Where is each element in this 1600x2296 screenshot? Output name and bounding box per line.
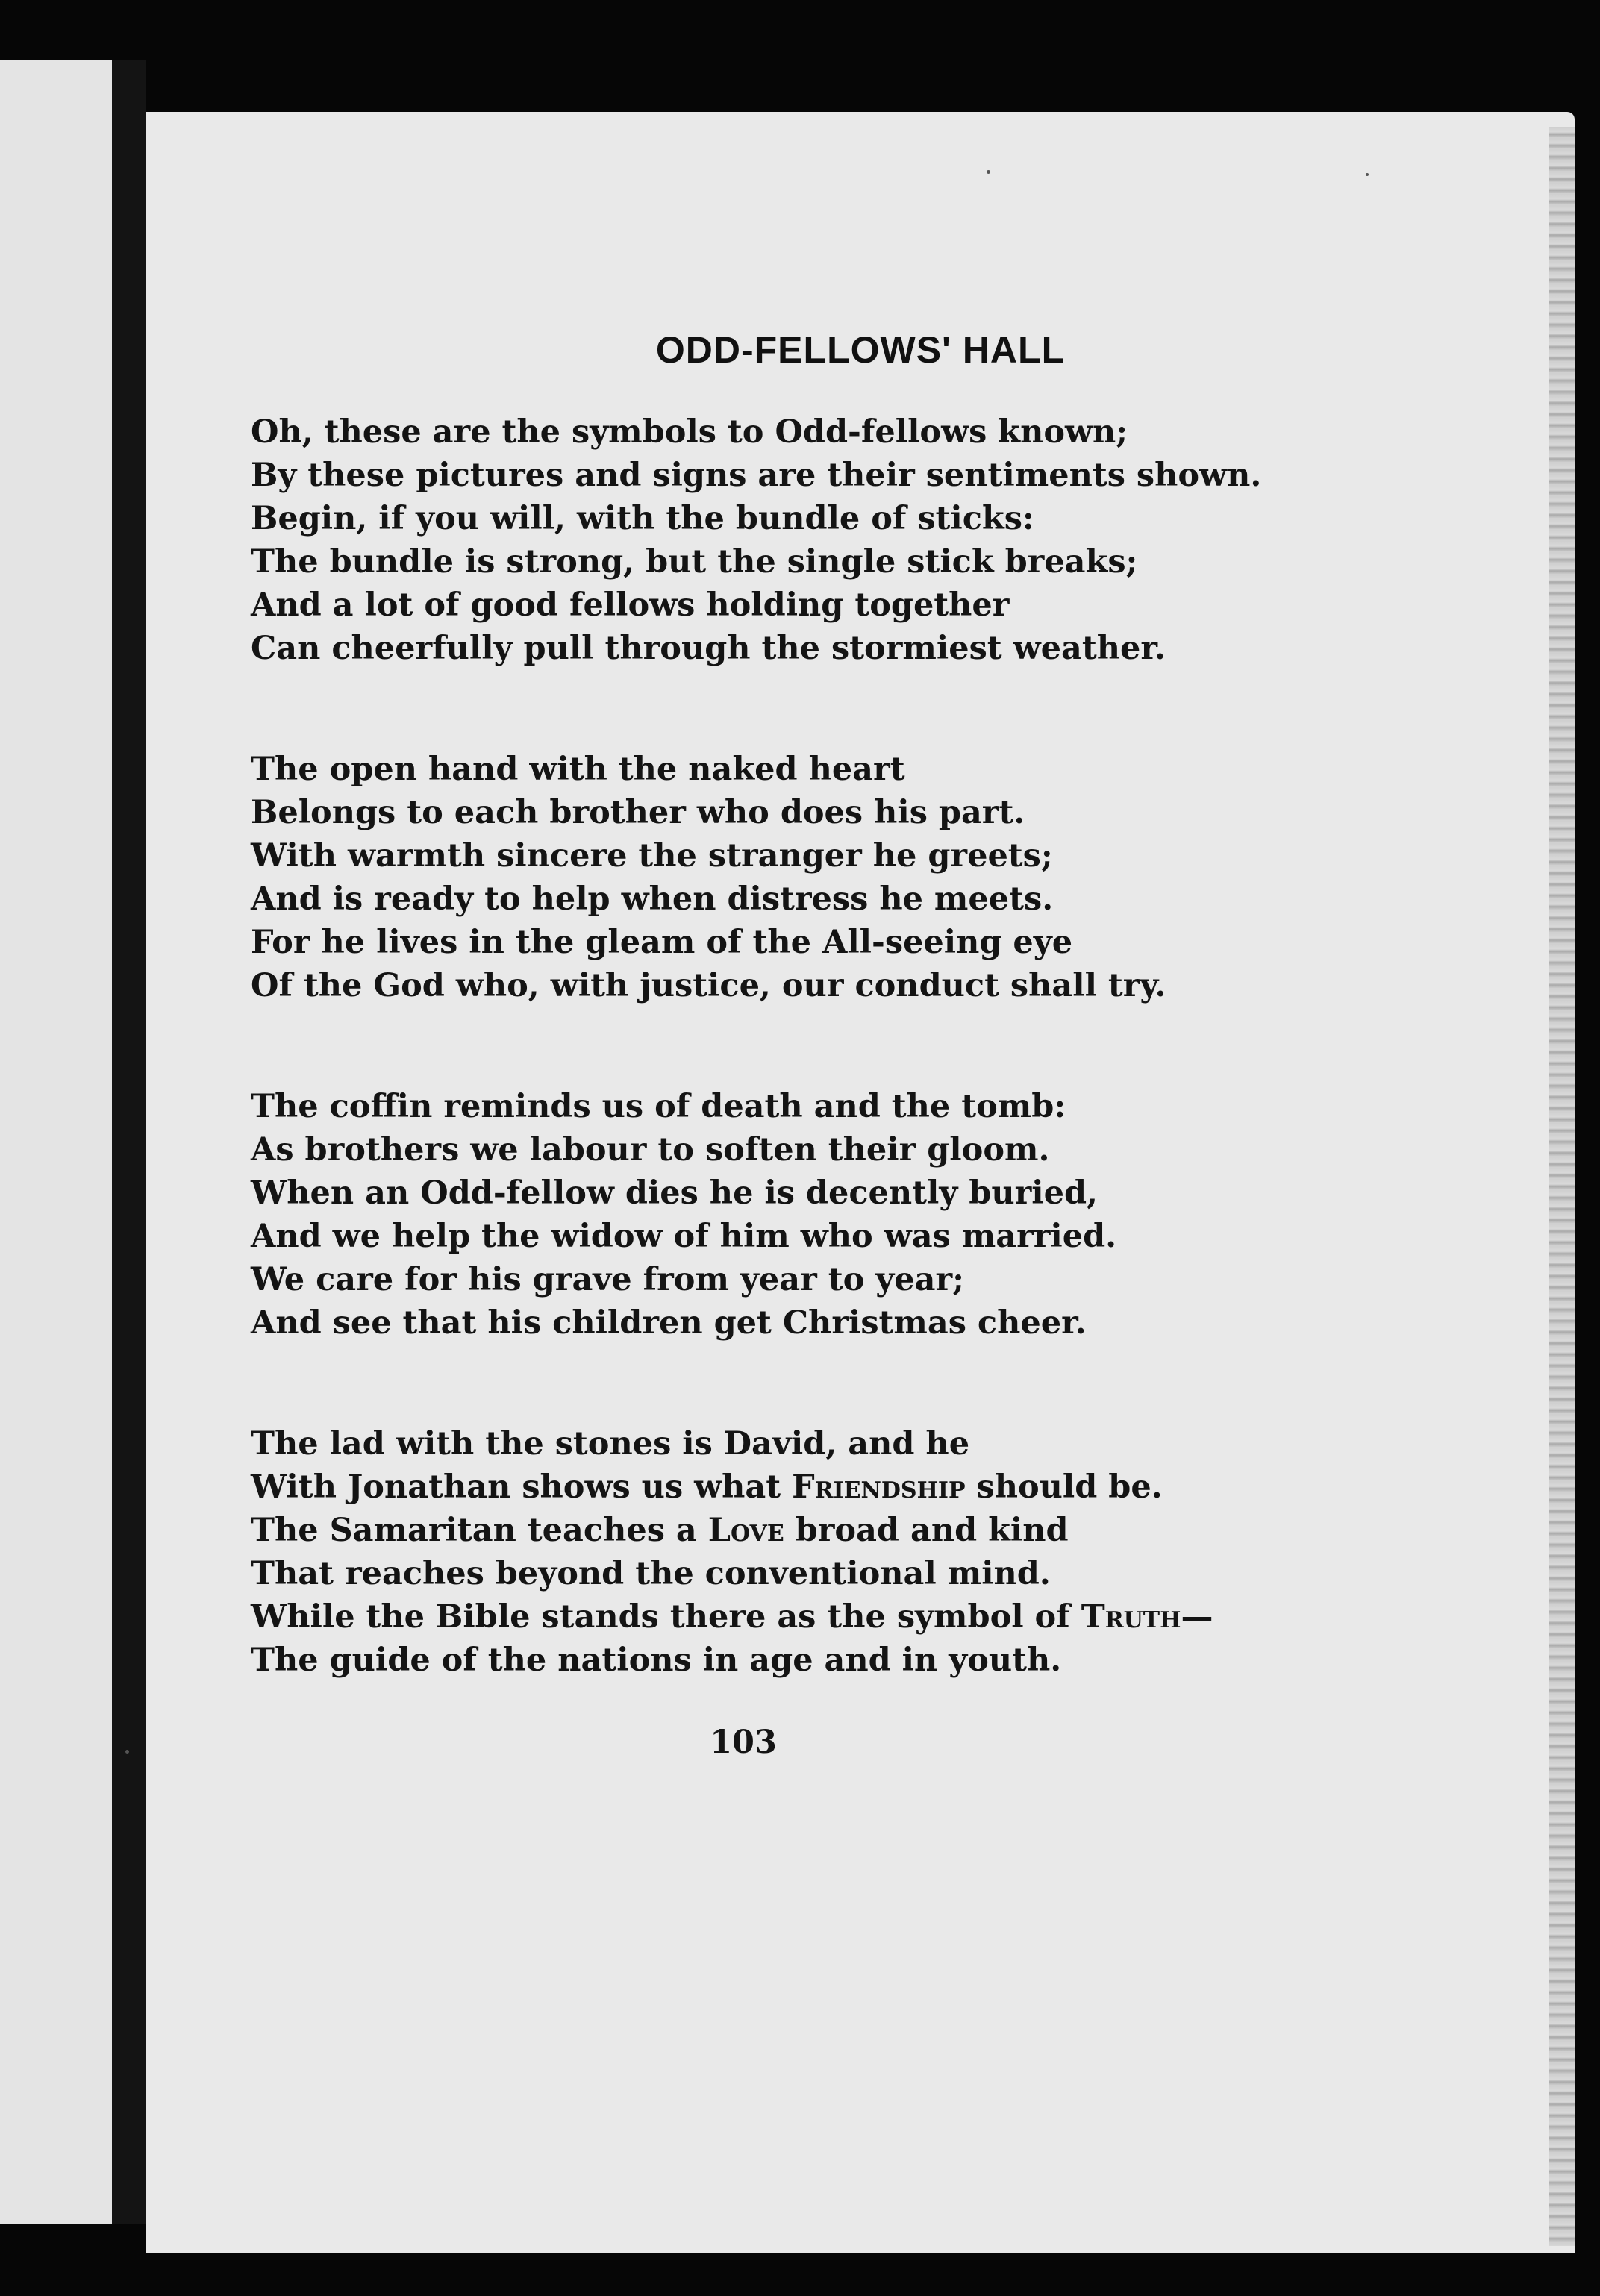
poem-line: And is ready to help when distress he meets. (251, 880, 1054, 918)
poem-line: And we help the widow of him who was married. (251, 1218, 1117, 1255)
stanza-4 (251, 1422, 1310, 1682)
poem-line: By these pictures and signs are their sentiments shown. (251, 457, 1262, 494)
scan-speck (125, 1750, 129, 1754)
page-number: 103 (710, 1724, 777, 1761)
poem-line: Of the God who, with justice, our conduct shall try. (251, 967, 1166, 1004)
line-text: should be. (965, 1468, 1163, 1506)
poem-line (251, 1466, 1310, 1509)
poem-line: Can cheerfully pull through the stormiest weather. (251, 630, 1166, 667)
poem-line: The bundle is strong, but the single stick breaks; (251, 543, 1138, 581)
small-caps-word: Friendship (792, 1468, 966, 1506)
line-text: broad and kind (784, 1512, 1069, 1549)
stanza-3 (251, 1085, 1310, 1345)
poem-line: That reaches beyond the conventional mind. (251, 1555, 1051, 1592)
poem-line (251, 1595, 1310, 1639)
poem-line: The guide of the nations in age and in youth. (251, 1642, 1062, 1679)
small-caps-word: Truth (1081, 1598, 1181, 1636)
poem-line (251, 1509, 1310, 1552)
line-text: While the Bible stands there as the symbol of (251, 1598, 1081, 1636)
line-text: — (1181, 1598, 1213, 1636)
poem-line: Oh, these are the symbols to Odd-fellows known; (251, 413, 1128, 451)
poem-line: We care for his grave from year to year; (251, 1261, 964, 1298)
book-page (146, 112, 1575, 2253)
poem-line: With warmth sincere the stranger he greets; (251, 837, 1053, 875)
poem-line: And see that his children get Christmas cheer. (251, 1304, 1087, 1342)
poem-line: Begin, if you will, with the bundle of sticks: (251, 500, 1034, 537)
page-edge-texture (1549, 127, 1575, 2246)
book-spine (112, 60, 146, 2224)
poem-line: For he lives in the gleam of the All-seeing eye (251, 924, 1073, 961)
poem-body (251, 410, 1310, 1759)
poem-line: The lad with the stones is David, and he (251, 1425, 970, 1463)
small-caps-word: Love (707, 1512, 784, 1549)
poem-line: The open hand with the naked heart (251, 751, 905, 788)
line-text: The Samaritan teaches a (251, 1512, 708, 1549)
poem-line: As brothers we labour to soften their gloom. (251, 1131, 1050, 1169)
left-page-edge (0, 60, 112, 2224)
stanza-1 (251, 410, 1310, 670)
poem-line: The coffin reminds us of death and the tomb: (251, 1088, 1066, 1125)
line-text: With Jonathan shows us what (251, 1468, 793, 1506)
poem-line: And a lot of good fellows holding together (251, 586, 1010, 624)
poem-title: ODD-FELLOWS' HALL (655, 329, 1066, 371)
stanza-2 (251, 748, 1310, 1007)
scan-speck (1366, 173, 1369, 176)
scan-speck (987, 170, 990, 174)
poem-line: When an Odd-fellow dies he is decently buried, (251, 1174, 1099, 1212)
poem-line: Belongs to each brother who does his part. (251, 794, 1025, 831)
